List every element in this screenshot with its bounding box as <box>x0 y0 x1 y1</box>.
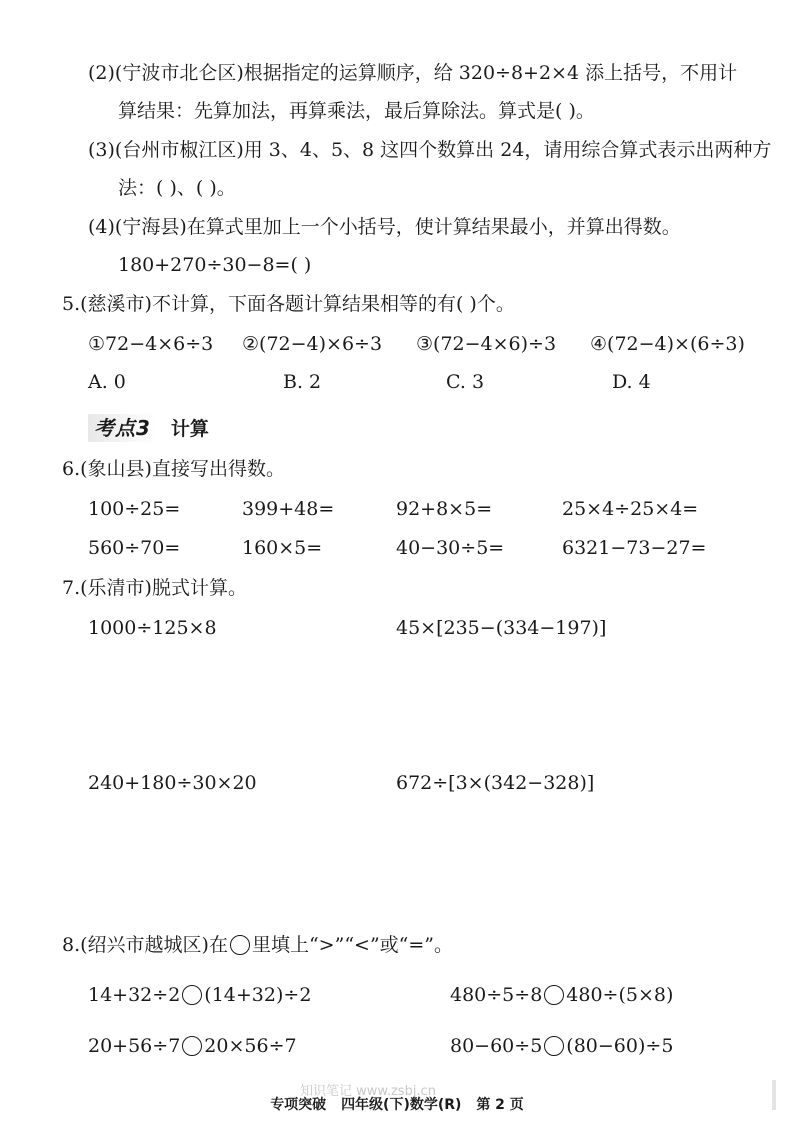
q6-stem: 6.(象山县)直接写出得数。 <box>62 458 285 480</box>
q6-r1-c3: 92+8×5= <box>396 498 493 520</box>
q4-part3-line1: (3)(台州市椒江区)用 3、4、5、8 这四个数算出 24，请用综合算式表示出两种方 <box>88 139 772 161</box>
footer-page: 第 2 页 <box>476 1097 524 1113</box>
q4-part2-line2: 算结果：先算加法，再算乘法，最后算除法。算式是( )。 <box>118 100 595 122</box>
q6-r2-c4: 6321−73−27= <box>562 537 707 559</box>
q4-part3-line2: 法：( )、( )。 <box>118 177 236 199</box>
q5-item-1: ①72−4×6÷3 <box>88 333 214 355</box>
q8-item-4 <box>450 1033 673 1059</box>
q5-option-c: C. 3 <box>446 371 485 393</box>
q8-item-3 <box>88 1033 297 1059</box>
answer-circle[interactable] <box>182 1036 202 1056</box>
q8-item-1 <box>88 982 311 1008</box>
answer-circle[interactable] <box>544 985 564 1005</box>
q8-item-4-right: (80−60)÷5 <box>566 1035 674 1057</box>
q8-item-2-left: 480÷5÷8 <box>450 984 543 1006</box>
footer-grade: 四年级(下)数学(R) <box>341 1097 462 1113</box>
q5-item-2: ②(72−4)×6÷3 <box>242 333 383 355</box>
q8-stem <box>62 932 453 958</box>
q6-r2-c1: 560÷70= <box>88 537 181 559</box>
q4-part2-line1: (2)(宁波市北仑区)根据指定的运算顺序，给 320÷8+2×4 添上括号，不用计 <box>88 62 738 84</box>
q4-part4-line2: 180+270÷30−8=( ) <box>118 254 312 276</box>
section-heading <box>88 412 209 442</box>
q6-r1-c4: 25×4÷25×4= <box>562 498 699 520</box>
q8-item-3-right: 20×56÷7 <box>204 1035 297 1057</box>
q8-item-4-left: 80−60÷5 <box>450 1035 543 1057</box>
q8-stem-after: 里填上“>”“<”或“=”。 <box>251 934 454 956</box>
q8-item-1-right: (14+32)÷2 <box>204 984 312 1006</box>
q6-r2-c2: 160×5= <box>242 537 323 559</box>
q6-r1-c2: 399+48= <box>242 498 335 520</box>
q7-item-2: 45×[235−(334−197)] <box>396 617 607 639</box>
blank-circle-icon <box>230 935 250 955</box>
q5-item-3: ③(72−4×6)÷3 <box>416 333 557 355</box>
q7-item-4: 672÷[3×(342−328)] <box>396 772 595 794</box>
q7-item-3: 240+180÷30×20 <box>88 772 257 794</box>
footer-series: 专项突破 <box>270 1097 327 1113</box>
section-title: 计算 <box>170 418 209 440</box>
answer-circle[interactable] <box>544 1036 564 1056</box>
section-badge: 考点3 <box>88 414 157 442</box>
q5-option-d: D. 4 <box>612 371 651 393</box>
q7-item-1: 1000÷125×8 <box>88 617 217 639</box>
page-footer <box>0 1094 794 1114</box>
q6-r1-c1: 100÷25= <box>88 498 181 520</box>
q5-item-4: ④(72−4)×(6÷3) <box>590 333 745 355</box>
q4-part4-line1: (4)(宁海县)在算式里加上一个小括号，使计算结果最小，并算出得数。 <box>88 216 681 238</box>
q5-stem: 5.(慈溪市)不计算，下面各题计算结果相等的有( )个。 <box>62 293 515 315</box>
q8-item-1-left: 14+32÷2 <box>88 984 181 1006</box>
scan-edge-mark <box>772 1080 776 1110</box>
q8-item-2 <box>450 982 673 1008</box>
q8-item-2-right: 480÷(5×8) <box>566 984 674 1006</box>
q7-stem: 7.(乐清市)脱式计算。 <box>62 577 247 599</box>
q5-option-b: B. 2 <box>283 371 322 393</box>
q8-item-3-left: 20+56÷7 <box>88 1035 181 1057</box>
watermark: 知识笔记 www.zsbj.cn <box>300 1084 436 1099</box>
q6-r2-c3: 40−30÷5= <box>396 537 505 559</box>
q5-option-a: A. 0 <box>88 371 126 393</box>
answer-circle[interactable] <box>182 985 202 1005</box>
q8-stem-before: 8.(绍兴市越城区)在 <box>62 934 228 956</box>
